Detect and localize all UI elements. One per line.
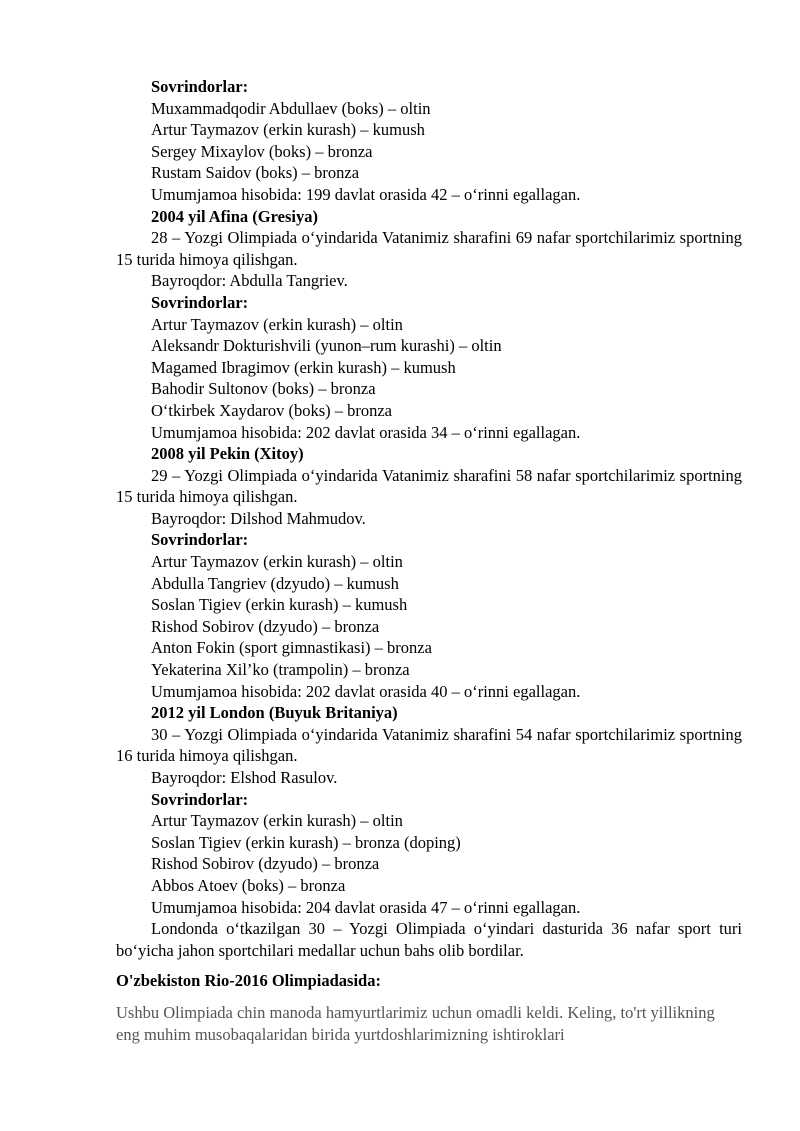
list-item: Muxammadqodir Abdullaev (boks) – oltin <box>151 98 431 118</box>
list-item: Abbos Atoev (boks) – bronza <box>151 875 346 895</box>
list-item: Aleksandr Dokturishvili (yunon–rum kurashi) – oltin <box>151 336 502 356</box>
list-item: Soslan Tigiev (erkin kurash) – kumush <box>151 595 408 615</box>
list-item: Rishod Sobirov (dzyudo) – bronza <box>151 854 380 874</box>
list-item: Anton Fokin (sport gimnastikasi) – bronza <box>151 638 432 658</box>
rio-2016-paragraph: Ushbu Olimpiada chin manoda hamyurtlarimiz uchun omadli keldi. Keling, to'rt yillikning eng muhim musobaqalaridan birida yurtdoshlarimizning ishtiroklari <box>116 1003 715 1045</box>
section-heading: Sovrindorlar: <box>151 292 249 312</box>
list-item: Yekaterina Xil’ko (trampolin) – bronza <box>151 660 410 680</box>
paragraph: 28 – Yozgi Olimpiada o‘yindarida Vatanimiz sharafini 69 nafar sportchilarimiz sportning 15 turida himoya qilishgan. <box>116 228 742 269</box>
list-item: Umumjamoa hisobida: 202 davlat orasida 40 – o‘rinni egallagan. <box>151 681 581 701</box>
section-heading: 2012 yil London (Buyuk Britaniya) <box>151 703 398 723</box>
list-item: Artur Taymazov (erkin kurash) – oltin <box>151 552 403 572</box>
paragraph: Londonda o‘tkazilgan 30 – Yozgi Olimpiada o‘yindari dasturida 36 nafar sport turi bo‘yicha jahon sportchilari medallar uchun bahs olib bordilar. <box>116 919 742 960</box>
paragraph: 30 – Yozgi Olimpiada o‘yindarida Vatanimiz sharafini 54 nafar sportchilarimiz sportning 16 turida himoya qilishgan. <box>116 724 742 766</box>
list-item: Rustam Saidov (boks) – bronza <box>151 163 360 183</box>
paragraph: 29 – Yozgi Olimpiada o‘yindarida Vatanimiz sharafini 58 nafar sportchilarimiz sportning 15 turida himoya qilishgan. <box>116 465 742 507</box>
list-item: Sergey Mixaylov (boks) – bronza <box>151 141 373 161</box>
list-item: Artur Taymazov (erkin kurash) – oltin <box>151 811 403 831</box>
list-item: Magamed Ibragimov (erkin kurash) – kumush <box>151 357 456 377</box>
list-item: Bayroqdor: Abdulla Tangriev. <box>151 271 348 291</box>
section-heading: Sovrindorlar: <box>151 530 249 550</box>
rio-2016-heading: O'zbekiston Rio-2016 Olimpiadasida: <box>116 971 381 991</box>
list-item: Artur Taymazov (erkin kurash) – oltin <box>151 314 403 334</box>
list-item: Abdulla Tangriev (dzyudo) – kumush <box>151 573 399 593</box>
list-item: Rishod Sobirov (dzyudo) – bronza <box>151 616 380 636</box>
section-heading: 2004 yil Afina (Gresiya) <box>151 206 318 226</box>
olympics-history-section <box>116 76 742 961</box>
list-item: Soslan Tigiev (erkin kurash) – bronza (doping) <box>151 832 461 852</box>
list-item: Artur Taymazov (erkin kurash) – kumush <box>151 120 425 140</box>
list-item: Umumjamoa hisobida: 199 davlat orasida 42 – o‘rinni egallagan. <box>151 184 581 204</box>
list-item: O‘tkirbek Xaydarov (boks) – bronza <box>151 400 393 420</box>
section-heading: Sovrindorlar: <box>151 789 249 809</box>
section-heading: 2008 yil Pekin (Xitoy) <box>151 444 304 464</box>
section-heading: Sovrindorlar: <box>151 77 249 96</box>
list-item: Bayroqdor: Elshod Rasulov. <box>151 768 338 787</box>
list-item: Bayroqdor: Dilshod Mahmudov. <box>151 508 366 528</box>
document-body <box>116 76 742 1046</box>
list-item: Umumjamoa hisobida: 202 davlat orasida 34 – o‘rinni egallagan. <box>151 422 581 442</box>
list-item: Umumjamoa hisobida: 204 davlat orasida 47 – o‘rinni egallagan. <box>151 897 581 917</box>
list-item: Bahodir Sultonov (boks) – bronza <box>151 379 376 399</box>
